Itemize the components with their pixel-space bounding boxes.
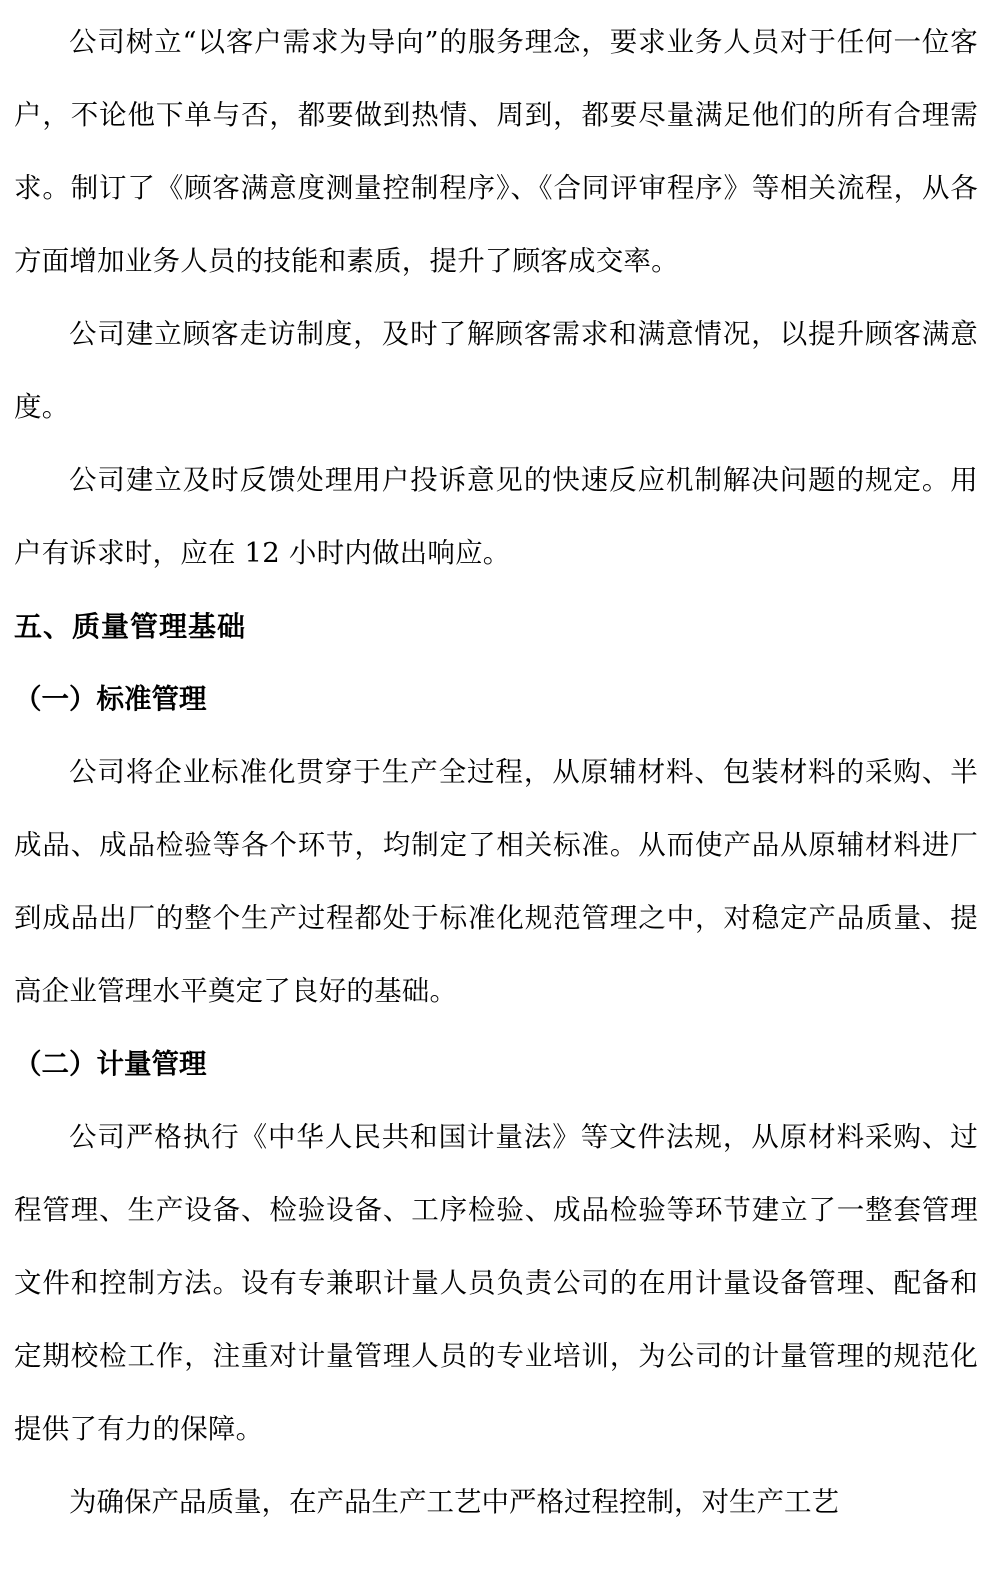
- paragraph-partial-next: 为确保产品质量，在产品生产工艺中严格过程控制，对生产工艺: [69, 1486, 839, 1518]
- section-heading-five: 五、质量管理基础: [14, 610, 247, 643]
- paragraph-metrology-body: 公司严格执行《中华人民共和国计量法》等文件法规，从原材料采购、过程管理、生产设备、检验设备、工序检验、成品检验等环节建立了一整套管理文件和控制方法。设有专兼职计量人员负责公司的在用计量设备管理、配备和定期校检工作，注重对计量管理人员的专业培训，为公司的计量管理的规范化提供了有力的保障。: [14, 1121, 978, 1445]
- paragraph-standardization-body: 公司将企业标准化贯穿于生产全过程，从原辅材料、包装材料的采购、半成品、成品检验等各个环节，均制定了相关标准。从而使产品从原辅材料进厂到成品出厂的整个生产过程都处于标准化规范管理之中，对稳定产品质量、提高企业管理水平奠定了良好的基础。: [14, 756, 978, 1007]
- paragraph-complaint-response: 公司建立及时反馈处理用户投诉意见的快速反应机制解决问题的规定。用户有诉求时，应在 12 小时内做出响应。: [14, 464, 978, 569]
- subsection-heading-one: （一）标准管理: [14, 683, 207, 715]
- paragraph-customer-visit-system: 公司建立顾客走访制度，及时了解顾客需求和满意情况，以提升顾客满意度。: [14, 318, 978, 423]
- paragraph-customer-orientation: 公司树立“以客户需求为导向”的服务理念，要求业务人员对于任何一位客户，不论他下单与否，都要做到热情、周到，都要尽量满足他们的所有合理需求。制订了《顾客满意度测量控制程序》、《合同评审程序》等相关流程，从各方面增加业务人员的技能和素质，提升了顾客成交率。: [14, 26, 978, 277]
- subsection-heading-two: （二）计量管理: [14, 1048, 207, 1080]
